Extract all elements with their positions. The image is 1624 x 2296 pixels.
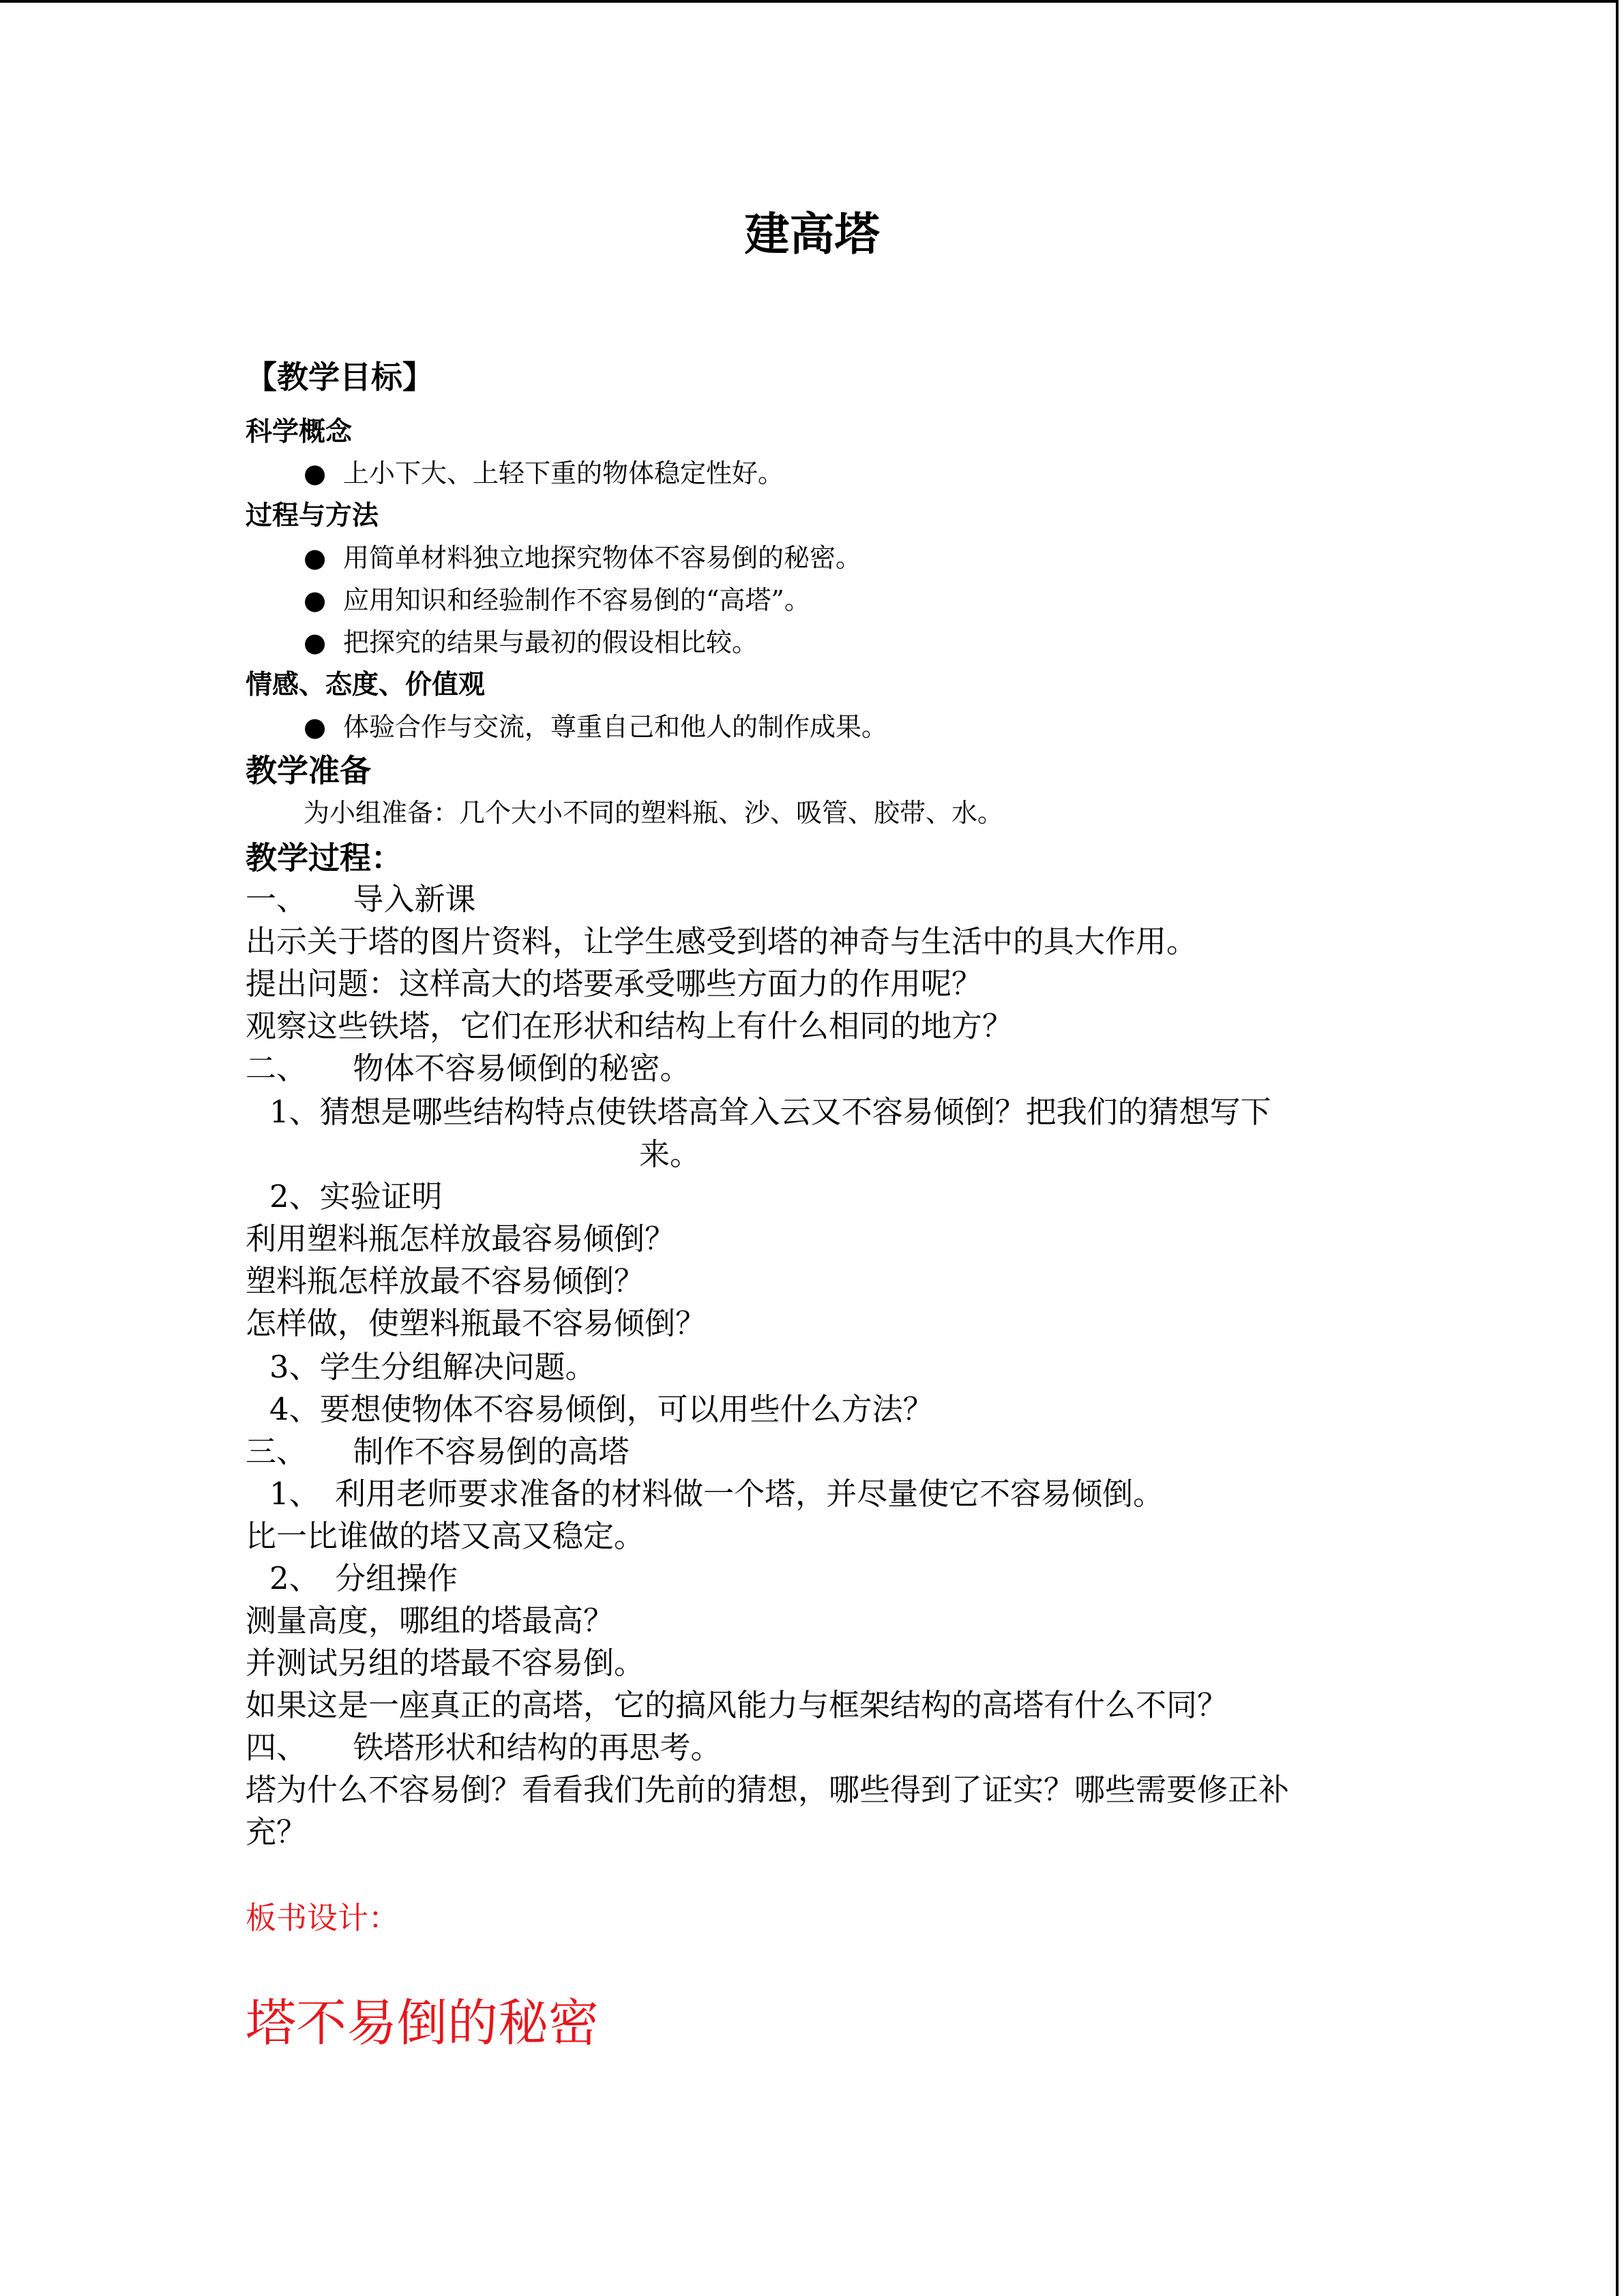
process-line: 3、学生分组解决问题。 xyxy=(269,1349,596,1385)
process-line: 四、 铁塔形状和结构的再思考。 xyxy=(246,1729,722,1765)
process-methods-heading: 过程与方法 xyxy=(246,500,379,531)
process-line: 1、猜想是哪些结构特点使铁塔高耸入云又不容易倾倒？把我们的猜想写下 xyxy=(269,1094,1271,1130)
process-line: 出示关于塔的图片资料，让学生感受到塔的神奇与生活中的具大作用。 xyxy=(246,923,1198,959)
bullet-icon: ● xyxy=(304,543,327,573)
process-line: 塑料瓶怎样放最不容易倾倒？ xyxy=(246,1263,645,1299)
attitudes-heading: 情感、态度、价值观 xyxy=(246,669,486,700)
process-line: 一、 导入新课 xyxy=(246,881,476,917)
process-line: 利用塑料瓶怎样放最容易倾倒？ xyxy=(246,1221,676,1257)
process-line: 三、 制作不容易倒的高塔 xyxy=(246,1433,630,1470)
process-line: 2、实验证明 xyxy=(269,1178,443,1214)
process-line: 观察这些铁塔，它们在形状和结构上有什么相同的地方？ xyxy=(246,1008,1014,1044)
bullet-icon: ● xyxy=(304,585,327,615)
science-concepts-heading: 科学概念 xyxy=(246,416,353,447)
process-line: 提出问题：这样高大的塔要承受哪些方面力的作用呢？ xyxy=(246,966,983,1002)
process-line: 2、 分组操作 xyxy=(269,1560,458,1596)
bullet-item: ● 应用知识和经验制作不容易倒的“高塔”。 xyxy=(304,585,810,615)
process-line: 来。 xyxy=(639,1136,701,1172)
bullet-icon: ● xyxy=(304,627,327,657)
bullet-item: ● 上小下大、上轻下重的物体稳定性好。 xyxy=(304,458,784,488)
board-design-heading: 板书设计： xyxy=(246,1900,400,1936)
process-line: 如果这是一座真正的高塔，它的搞风能力与框架结构的高塔有什么不同？ xyxy=(246,1687,1228,1723)
document-title: 建高塔 xyxy=(744,207,880,260)
bullet-item: ● 把探究的结果与最初的假设相比较。 xyxy=(304,627,758,657)
bullet-icon: ● xyxy=(304,458,327,488)
preparation-heading: 教学准备 xyxy=(246,752,371,789)
bullet-item: ● 用简单材料独立地探究物体不容易倒的秘密。 xyxy=(304,543,862,573)
bullet-icon: ● xyxy=(304,712,327,742)
process-heading: 教学过程： xyxy=(246,839,402,876)
process-line: 塔为什么不容易倒？看看我们先前的猜想，哪些得到了证实？哪些需要修正补 xyxy=(246,1772,1290,1808)
objectives-heading: 【教学目标】 xyxy=(246,359,434,396)
preparation-text: 为小组准备：几个大小不同的塑料瓶、沙、吸管、胶带、水。 xyxy=(304,798,1004,828)
process-line: 1、 利用老师要求准备的材料做一个塔，并尽量使它不容易倾倒。 xyxy=(269,1476,1164,1512)
process-line: 4、要想使物体不容易倾倒，可以用些什么方法？ xyxy=(269,1391,934,1427)
process-line: 充？ xyxy=(246,1814,308,1850)
process-line: 测量高度，哪组的塔最高？ xyxy=(246,1602,615,1639)
bullet-item: ● 体验合作与交流，尊重自己和他人的制作成果。 xyxy=(304,712,888,742)
process-line: 并测试另组的塔最不容易倒。 xyxy=(246,1645,645,1681)
process-line: 比一比谁做的塔又高又稳定。 xyxy=(246,1518,645,1554)
process-line: 二、 物体不容易倾倒的秘密。 xyxy=(246,1050,691,1086)
board-design-title: 塔不易倒的秘密 xyxy=(246,1994,599,2053)
process-line: 怎样做，使塑料瓶最不容易倾倒？ xyxy=(246,1305,707,1341)
